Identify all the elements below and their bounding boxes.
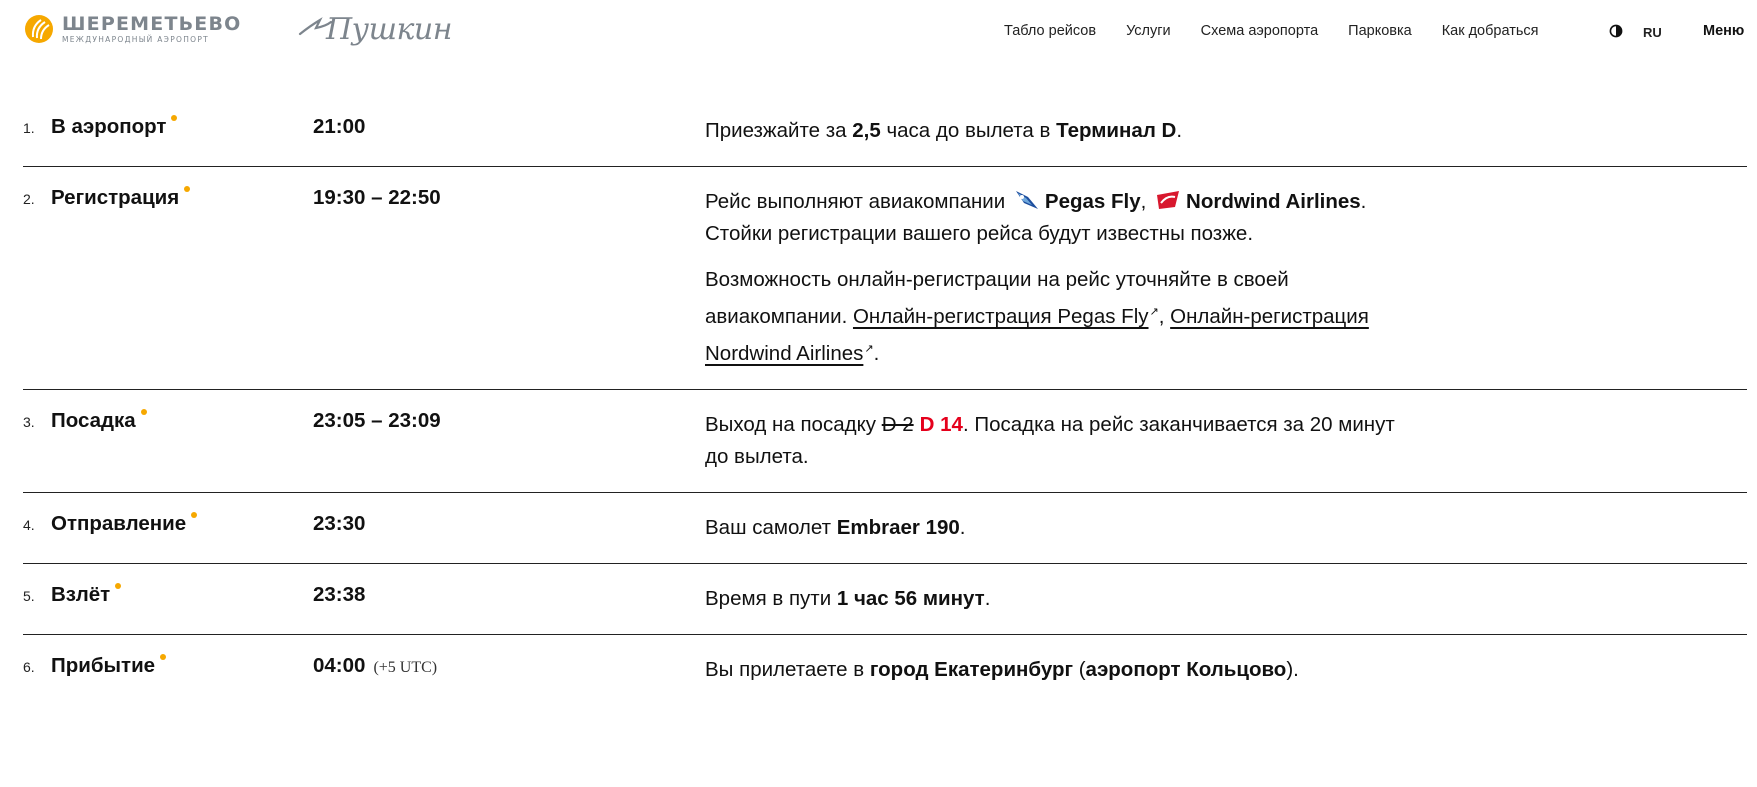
main-nav [1004, 23, 1569, 39]
step-number: 4. [23, 516, 35, 533]
nordwind-logo-icon [1155, 189, 1181, 211]
step-time: 23:38 [313, 582, 366, 606]
sheremetyevo-logo[interactable] [24, 14, 242, 44]
step-title: Взлёт [51, 583, 121, 607]
destination-airport: аэропорт Кольцово [1085, 657, 1287, 681]
check-in-desks-note: Стойки регистрации вашего рейса будут известны позже. [705, 222, 1254, 245]
sheremetyevo-logo-icon [24, 14, 54, 44]
pushkin-wordmark: Пушкин [326, 12, 452, 47]
terminal-name: Терминал D [1056, 119, 1177, 142]
timezone-offset: (+5 UTC) [373, 658, 438, 676]
language-switcher[interactable]: RU [1643, 25, 1662, 40]
online-check-in-pegas-link[interactable]: Онлайн-регистрация Pegas Fly [852, 304, 1149, 328]
step-number: 1. [23, 120, 35, 136]
external-link-icon: ↗ [864, 342, 874, 355]
step-description: Выход на посадку D 2 D 14. Посадка на рейс заканчивается за 20 минут до вылета. [705, 412, 1395, 468]
status-dot [184, 186, 190, 192]
nav-parking[interactable]: Парковка [1348, 23, 1412, 39]
nav-flight-board[interactable]: Табло рейсов [1004, 23, 1097, 39]
step-description: Приезжайте за 2,5 часа до вылета в Терминал D. [705, 119, 1183, 142]
step-title: Регистрация [51, 186, 190, 210]
step-departure [23, 493, 1747, 564]
step-number: 3. [23, 413, 35, 430]
nav-directions[interactable]: Как добраться [1441, 23, 1539, 39]
status-dot [115, 583, 121, 589]
new-gate: D 14 [919, 412, 963, 436]
step-title: Прибытие [51, 654, 166, 678]
step-number: 2. [23, 191, 35, 207]
nav-services[interactable]: Услуги [1126, 23, 1171, 39]
contrast-icon[interactable] [1609, 24, 1623, 38]
airline-pegas-fly: Pegas Fly [1044, 190, 1141, 213]
step-arrival [23, 635, 1747, 705]
site-header [0, 0, 1757, 64]
logo-subtitle: МЕЖДУНАРОДНЫЙ АЭРОПОРТ [62, 34, 210, 44]
status-dot [191, 512, 197, 518]
menu-button[interactable]: Меню [1703, 23, 1745, 39]
step-takeoff [23, 564, 1747, 635]
step-number: 5. [23, 587, 35, 604]
step-description: Вы прилетаете в город Екатеринбург (аэропорт Кольцово). [705, 657, 1299, 681]
step-to-airport [23, 96, 1747, 167]
old-gate: D 2 [881, 412, 914, 436]
aircraft-type: Embraer 190 [836, 515, 960, 539]
airline-nordwind: Nordwind Airlines [1186, 190, 1361, 213]
step-title: Посадка [51, 409, 147, 433]
status-dot [141, 409, 147, 415]
step-description: Рейс выполняют авиакомпании Pegas Fly, Nordwind Airlines. Стойки регистрации вашего рейса будут известны позже. Возможность онлайн-регистрации на рейс уточняйте в своей авиакомпании. Онлайн-регистрация Pegas Fly↗, Онлайн-регистрация Nordwind Airlines↗. [705, 190, 1369, 365]
step-time: 19:30 – 22:50 [313, 186, 441, 209]
step-description: Ваш самолет Embraer 190. [705, 515, 966, 539]
flight-duration: 1 час 56 минут [836, 586, 985, 610]
status-dot [160, 654, 166, 660]
pegas-fly-logo-icon [1014, 189, 1040, 211]
step-time: 23:30 [313, 511, 366, 535]
flight-steps [23, 96, 1747, 705]
pushkin-logo[interactable] [298, 12, 452, 47]
destination-city: город Екатеринбург [869, 657, 1074, 681]
online-check-in-nordwind-link[interactable]: Онлайн-регистрация Nordwind Airlines [705, 304, 1369, 365]
step-description: Время в пути 1 час 56 минут. [705, 586, 991, 610]
nav-airport-map[interactable]: Схема аэропорта [1200, 23, 1319, 39]
step-title: В аэропорт [51, 115, 177, 139]
external-link-icon: ↗ [1149, 306, 1159, 318]
status-dot [171, 115, 177, 121]
step-time: 21:00 [313, 115, 366, 138]
step-number: 6. [23, 658, 35, 675]
logo-title: ШЕРЕМЕТЬЕВО [62, 12, 242, 35]
step-check-in [23, 167, 1747, 390]
step-boarding [23, 390, 1747, 493]
step-time: 04:00 (+5 UTC) [313, 653, 438, 677]
step-title: Отправление [51, 512, 197, 536]
step-time: 23:05 – 23:09 [313, 408, 441, 432]
